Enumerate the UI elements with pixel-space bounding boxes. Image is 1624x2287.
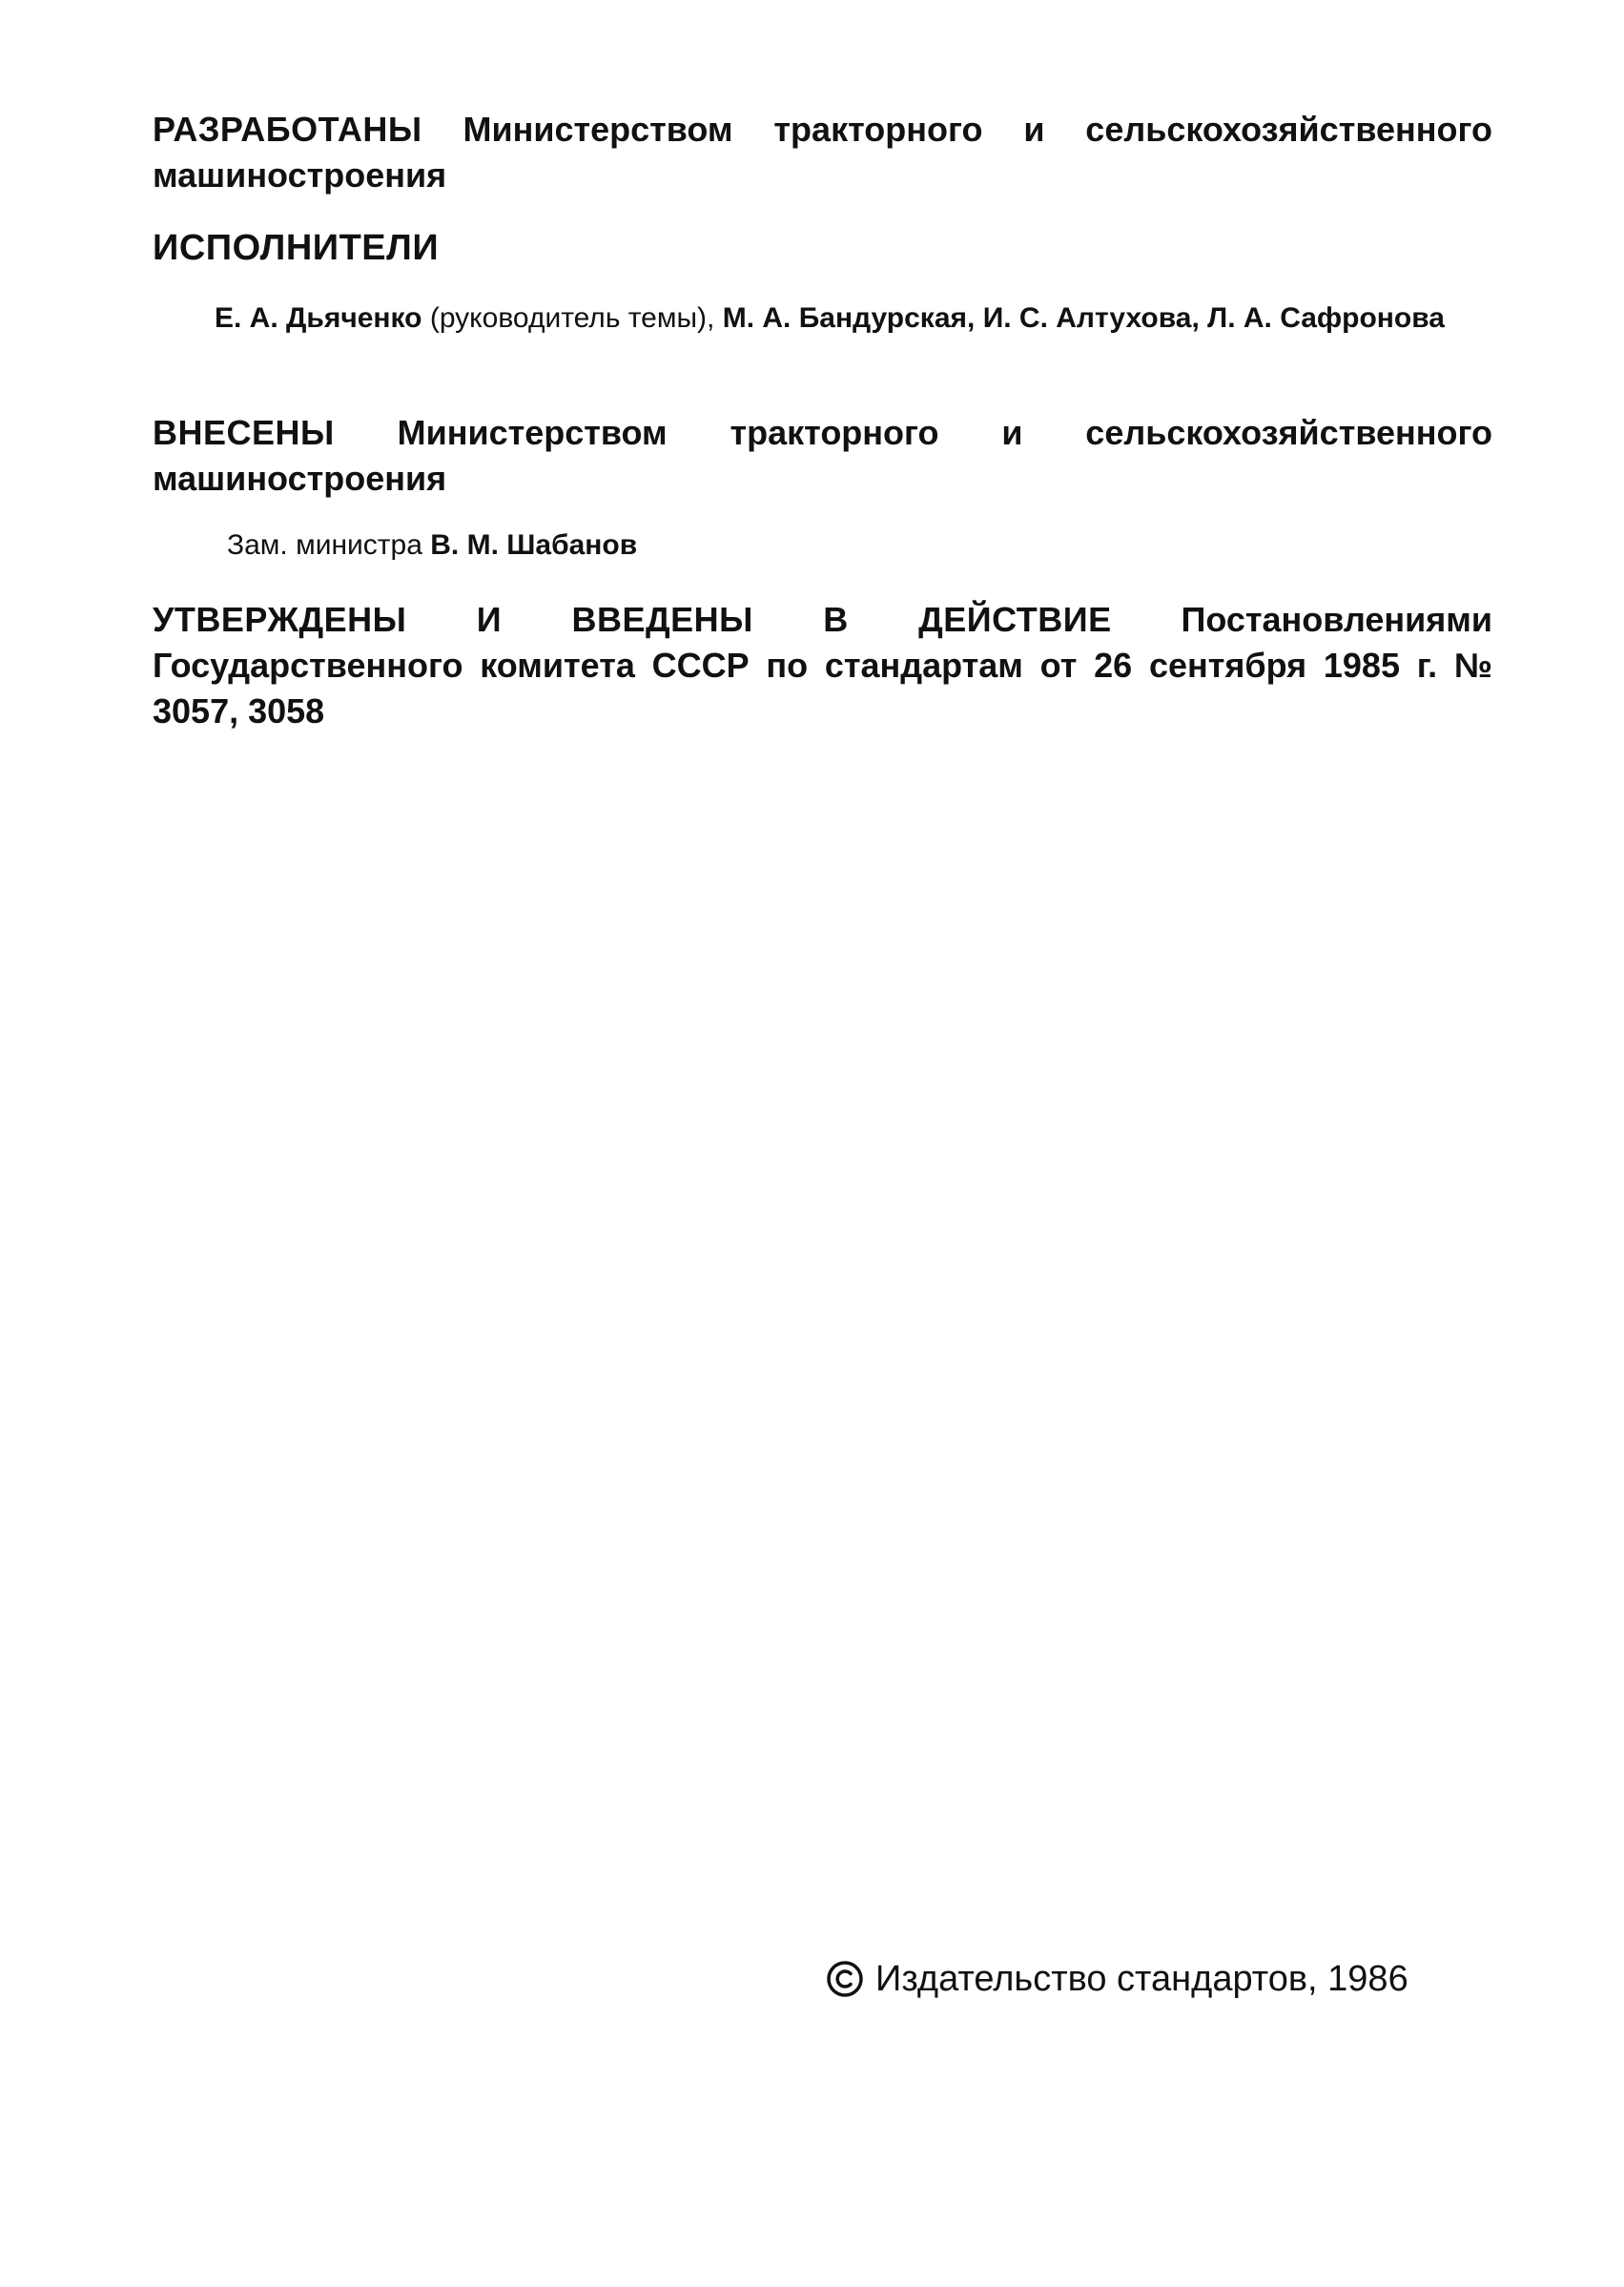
developed-text: Министерством тракторного и сельскохозяйственного машиностроения [153,110,1492,195]
author-name: И. С. Алтухова, [982,302,1200,334]
signatory-line [227,526,637,565]
copyright-text: Издательство стандартов, 1986 [875,1959,1408,1999]
approved-lead: УТВЕРЖДЕНЫ И ВВЕДЕНЫ В ДЕЙСТВИЕ [153,600,1112,639]
executors-heading: ИСПОЛНИТЕЛИ [153,228,440,268]
introduced-lead: ВНЕСЕНЫ [153,413,335,452]
approved-text: Постановлениями Государственного комитета СССР по стандартам от 26 сентября 1985 г. № 3057, 3058 [153,600,1492,731]
developed-paragraph [153,107,1492,198]
developed-lead: РАЗРАБОТАНЫ [153,110,422,149]
author-name: Л. А. Сафронова [1207,302,1445,334]
approved-paragraph [153,597,1492,734]
author-note: (руководитель темы), [429,302,715,334]
copyright-line [826,1955,1408,2003]
introduced-paragraph [153,410,1492,502]
signatory-name: В. М. Шабанов [430,529,638,561]
introduced-text: Министерством тракторного и сельскохозяйственного машиностроения [153,413,1492,498]
signatory-title: Зам. министра [227,529,422,561]
copyright-icon [826,1960,864,1998]
author-name: М. А. Бандурская, [722,302,976,334]
executors-list [215,297,1492,340]
author-name: Е. А. Дьяченко [215,302,422,334]
